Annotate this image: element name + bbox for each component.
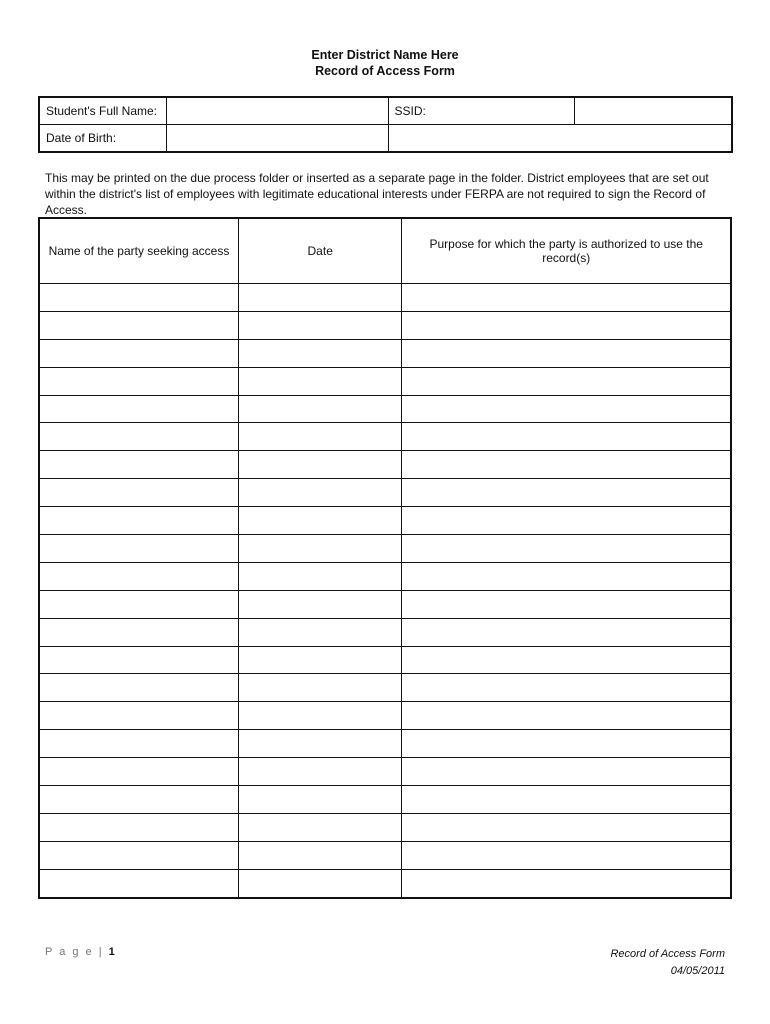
page-indicator	[45, 946, 115, 958]
table-row	[39, 702, 731, 730]
page-number: 1	[108, 946, 115, 958]
table-row	[39, 284, 731, 312]
party-cell[interactable]	[39, 590, 238, 618]
date-cell[interactable]	[238, 562, 402, 590]
purpose-cell[interactable]	[402, 562, 731, 590]
table-row	[39, 869, 731, 897]
purpose-cell[interactable]	[402, 869, 731, 897]
party-cell[interactable]	[39, 730, 238, 758]
purpose-cell[interactable]	[402, 841, 731, 869]
purpose-cell[interactable]	[402, 507, 731, 535]
party-cell[interactable]	[39, 786, 238, 814]
party-cell[interactable]	[39, 451, 238, 479]
table-row	[39, 841, 731, 869]
date-cell[interactable]	[238, 646, 402, 674]
purpose-cell[interactable]	[402, 284, 731, 312]
party-cell[interactable]	[39, 535, 238, 563]
table-row	[39, 758, 731, 786]
dob-field[interactable]	[167, 125, 388, 153]
date-cell[interactable]	[238, 702, 402, 730]
ssid-label: SSID:	[388, 97, 574, 125]
date-cell[interactable]	[238, 423, 402, 451]
party-cell[interactable]	[39, 311, 238, 339]
footer-form-name: Record of Access Form	[610, 948, 725, 960]
date-cell[interactable]	[238, 507, 402, 535]
purpose-cell[interactable]	[402, 311, 731, 339]
date-cell[interactable]	[238, 618, 402, 646]
date-cell[interactable]	[238, 535, 402, 563]
date-cell[interactable]	[238, 869, 402, 897]
date-cell[interactable]	[238, 674, 402, 702]
purpose-cell[interactable]	[402, 618, 731, 646]
purpose-cell[interactable]	[402, 674, 731, 702]
table-row	[39, 786, 731, 814]
table-row	[39, 674, 731, 702]
date-cell[interactable]	[238, 284, 402, 312]
purpose-cell[interactable]	[402, 367, 731, 395]
purpose-cell[interactable]	[402, 813, 731, 841]
table-row	[39, 367, 731, 395]
purpose-cell[interactable]	[402, 535, 731, 563]
purpose-cell[interactable]	[402, 758, 731, 786]
access-log-body	[39, 284, 731, 898]
date-cell[interactable]	[238, 841, 402, 869]
party-cell[interactable]	[39, 813, 238, 841]
table-row	[39, 451, 731, 479]
info-blank-cell	[388, 125, 732, 153]
table-row	[39, 646, 731, 674]
instruction-note: This may be printed on the due process folder or inserted as a separate page in the folder. District employees that are set out within the district's list of employees with legitimate educational interests under FERPA are not required to sign the Record of Access.	[45, 171, 709, 217]
party-cell[interactable]	[39, 841, 238, 869]
purpose-cell[interactable]	[402, 646, 731, 674]
date-cell[interactable]	[238, 367, 402, 395]
purpose-cell[interactable]	[402, 702, 731, 730]
table-row	[39, 618, 731, 646]
party-cell[interactable]	[39, 674, 238, 702]
party-cell[interactable]	[39, 869, 238, 897]
date-cell[interactable]	[238, 451, 402, 479]
date-cell[interactable]	[238, 395, 402, 423]
party-cell[interactable]	[39, 646, 238, 674]
student-info-table	[38, 96, 733, 153]
purpose-cell[interactable]	[402, 423, 731, 451]
table-row	[39, 730, 731, 758]
purpose-cell[interactable]	[402, 339, 731, 367]
date-cell[interactable]	[238, 311, 402, 339]
party-cell[interactable]	[39, 618, 238, 646]
form-title: Record of Access Form	[315, 64, 455, 78]
table-row	[39, 311, 731, 339]
party-cell[interactable]	[39, 284, 238, 312]
table-row	[39, 395, 731, 423]
access-log-table	[38, 217, 732, 899]
column-header-purpose: Purpose for which the party is authorized to use the record(s)	[402, 218, 731, 284]
page-label: P a g e |	[45, 946, 104, 958]
full-name-field[interactable]	[167, 97, 388, 125]
date-cell[interactable]	[238, 813, 402, 841]
party-cell[interactable]	[39, 702, 238, 730]
table-row	[39, 590, 731, 618]
footer-date: 04/05/2011	[670, 965, 725, 977]
district-name: Enter District Name Here	[311, 48, 459, 62]
purpose-cell[interactable]	[402, 479, 731, 507]
table-row	[39, 535, 731, 563]
party-cell[interactable]	[39, 479, 238, 507]
table-row	[39, 813, 731, 841]
footer-form-info	[610, 946, 725, 980]
party-cell[interactable]	[39, 395, 238, 423]
purpose-cell[interactable]	[402, 451, 731, 479]
ssid-field[interactable]	[574, 97, 732, 125]
table-row	[39, 339, 731, 367]
table-row	[39, 423, 731, 451]
party-cell[interactable]	[39, 423, 238, 451]
party-cell[interactable]	[39, 562, 238, 590]
party-cell[interactable]	[39, 507, 238, 535]
date-cell[interactable]	[238, 786, 402, 814]
party-cell[interactable]	[39, 339, 238, 367]
column-header-date: Date	[238, 218, 402, 284]
dob-label: Date of Birth:	[39, 125, 167, 153]
date-cell[interactable]	[238, 730, 402, 758]
table-row	[39, 562, 731, 590]
party-cell[interactable]	[39, 758, 238, 786]
date-cell[interactable]	[238, 479, 402, 507]
purpose-cell[interactable]	[402, 786, 731, 814]
purpose-cell[interactable]	[402, 730, 731, 758]
purpose-cell[interactable]	[402, 395, 731, 423]
date-cell[interactable]	[238, 590, 402, 618]
full-name-label: Student's Full Name:	[39, 97, 167, 125]
column-header-party: Name of the party seeking access	[39, 218, 238, 284]
purpose-cell[interactable]	[402, 590, 731, 618]
table-row	[39, 479, 731, 507]
date-cell[interactable]	[238, 758, 402, 786]
table-row	[39, 507, 731, 535]
party-cell[interactable]	[39, 367, 238, 395]
date-cell[interactable]	[238, 339, 402, 367]
